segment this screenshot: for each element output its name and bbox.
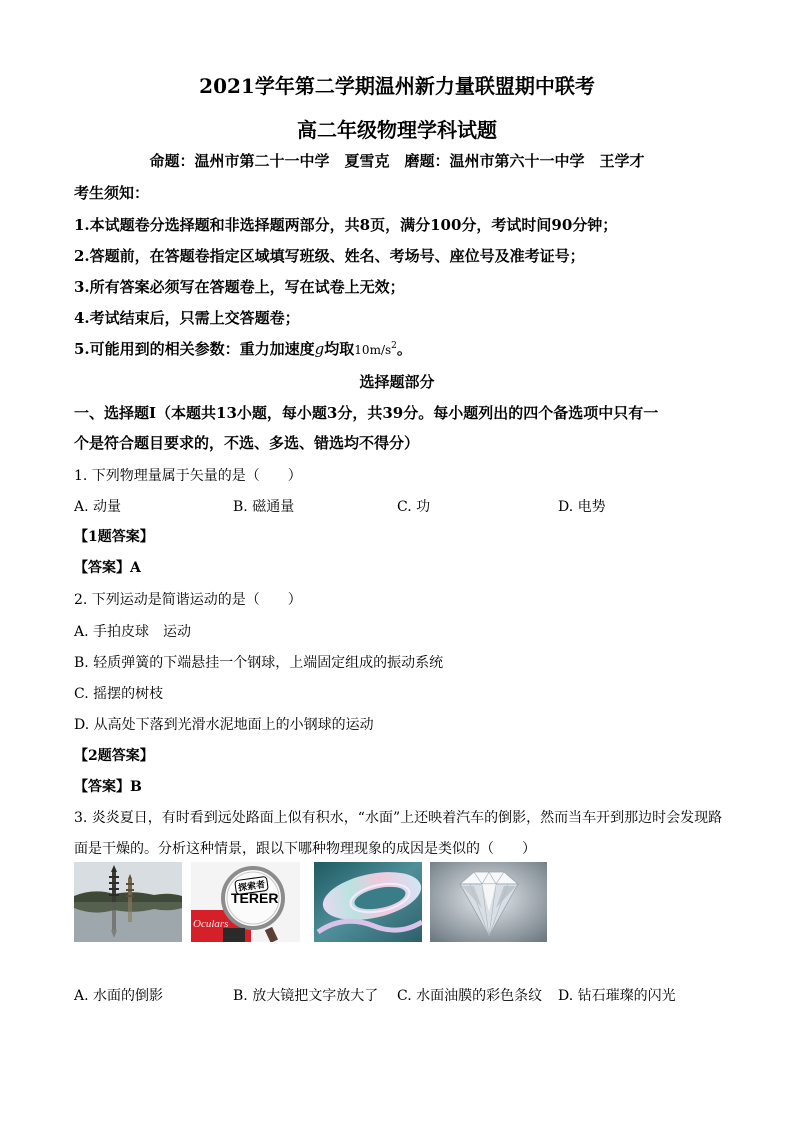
q2-option-d: D. 从高处下落到光滑水泥地面上的小钢球的运动 (74, 717, 374, 733)
notice-item5-end: 。 (396, 340, 412, 358)
notice-item5-prefix: 5.可能用到的相关参数：重力加速度 (74, 340, 315, 358)
magnifier-word-text: TERER (231, 890, 279, 906)
notice-item5-mid: 均取 (324, 340, 355, 358)
section-title: 选择题部分 (359, 373, 435, 391)
exam-title: 2021学年第二学期温州新力量联盟期中联考 (199, 74, 595, 98)
notice-item: 3.所有答案必须写在答题卷上，写在试卷上无效； (74, 278, 405, 296)
q3-option-a: A. 水面的倒影 (74, 988, 164, 1004)
exam-subtitle: 高二年级物理学科试题 (297, 118, 497, 142)
section-heading-line1: 一、选择题Ⅰ（本题共13小题，每小题3分，共39分。每小题列出的四个备选项中只有一 (74, 404, 659, 422)
magnifier-photo (191, 862, 300, 942)
q1-answer: 【答案】A (74, 560, 141, 576)
notice-item: 2.答题前，在答题卷指定区域填写班级、姓名、考场号、座位号及准考证号； (74, 247, 585, 265)
q2-option-b: B. 轻质弹簧的下端悬挂一个钢球，上端固定组成的振动系统 (74, 655, 444, 671)
q2-stem: 2. 下列运动是简谐运动的是（ ） (74, 592, 302, 608)
notice-heading: 考生须知： (74, 184, 150, 202)
q3-stem-line1: 3. 炎炎夏日，有时看到远处路面上似有积水，“水面”上还映着汽车的倒影，然而当车开到那边时会发现路 (74, 810, 723, 826)
q3-option-d: D. 钻石璀璨的闪光 (558, 988, 676, 1004)
magnifier-script-text: Oculars (193, 918, 229, 930)
section-heading-line2: 个是符合题目要求的，不选、多选、错选均不得分） (74, 434, 420, 452)
gravity-value: 10m/s (354, 343, 392, 357)
q1-option-c: C. 功 (397, 499, 431, 515)
magnifier-brand-text: 探索者 (234, 876, 269, 895)
q2-answer-tag: 【2题答案】 (74, 748, 154, 764)
gravity-exponent: 2 (391, 341, 397, 351)
q2-answer: 【答案】B (74, 779, 142, 795)
q1-option-d: D. 电势 (558, 499, 606, 515)
q1-answer-tag: 【1题答案】 (74, 529, 154, 545)
q3-option-c: C. 水面油膜的彩色条纹 (397, 988, 543, 1004)
q1-option-a: A. 动量 (74, 499, 122, 515)
q3-option-b: B. 放大镜把文字放大了 (233, 988, 379, 1004)
oil-film-photo (314, 862, 422, 942)
authors-line: 命题：温州市第二十一中学 夏雪克 磨题：温州市第六十一中学 王学才 (149, 152, 645, 170)
notice-item: 4.考试结束后，只需上交答题卷； (74, 309, 300, 327)
q1-stem: 1. 下列物理量属于矢量的是（ ） (74, 468, 302, 484)
q2-option-c: C. 摇摆的树枝 (74, 686, 164, 702)
notice-item: 1.本试题卷分选择题和非选择题两部分，共8页，满分100分，考试时间90分钟； (74, 216, 618, 234)
q2-option-a: A. 手拍皮球 运动 (74, 624, 192, 640)
q1-option-b: B. 磁通量 (233, 499, 295, 515)
diamond-photo (430, 862, 547, 942)
gravity-symbol: g (314, 340, 325, 358)
pagoda-reflection-photo (74, 862, 182, 942)
notice-item-5 (74, 338, 412, 359)
q3-stem-line2: 面是干燥的。分析这种情景，跟以下哪种物理现象的成因是类似的（ ） (74, 841, 536, 857)
